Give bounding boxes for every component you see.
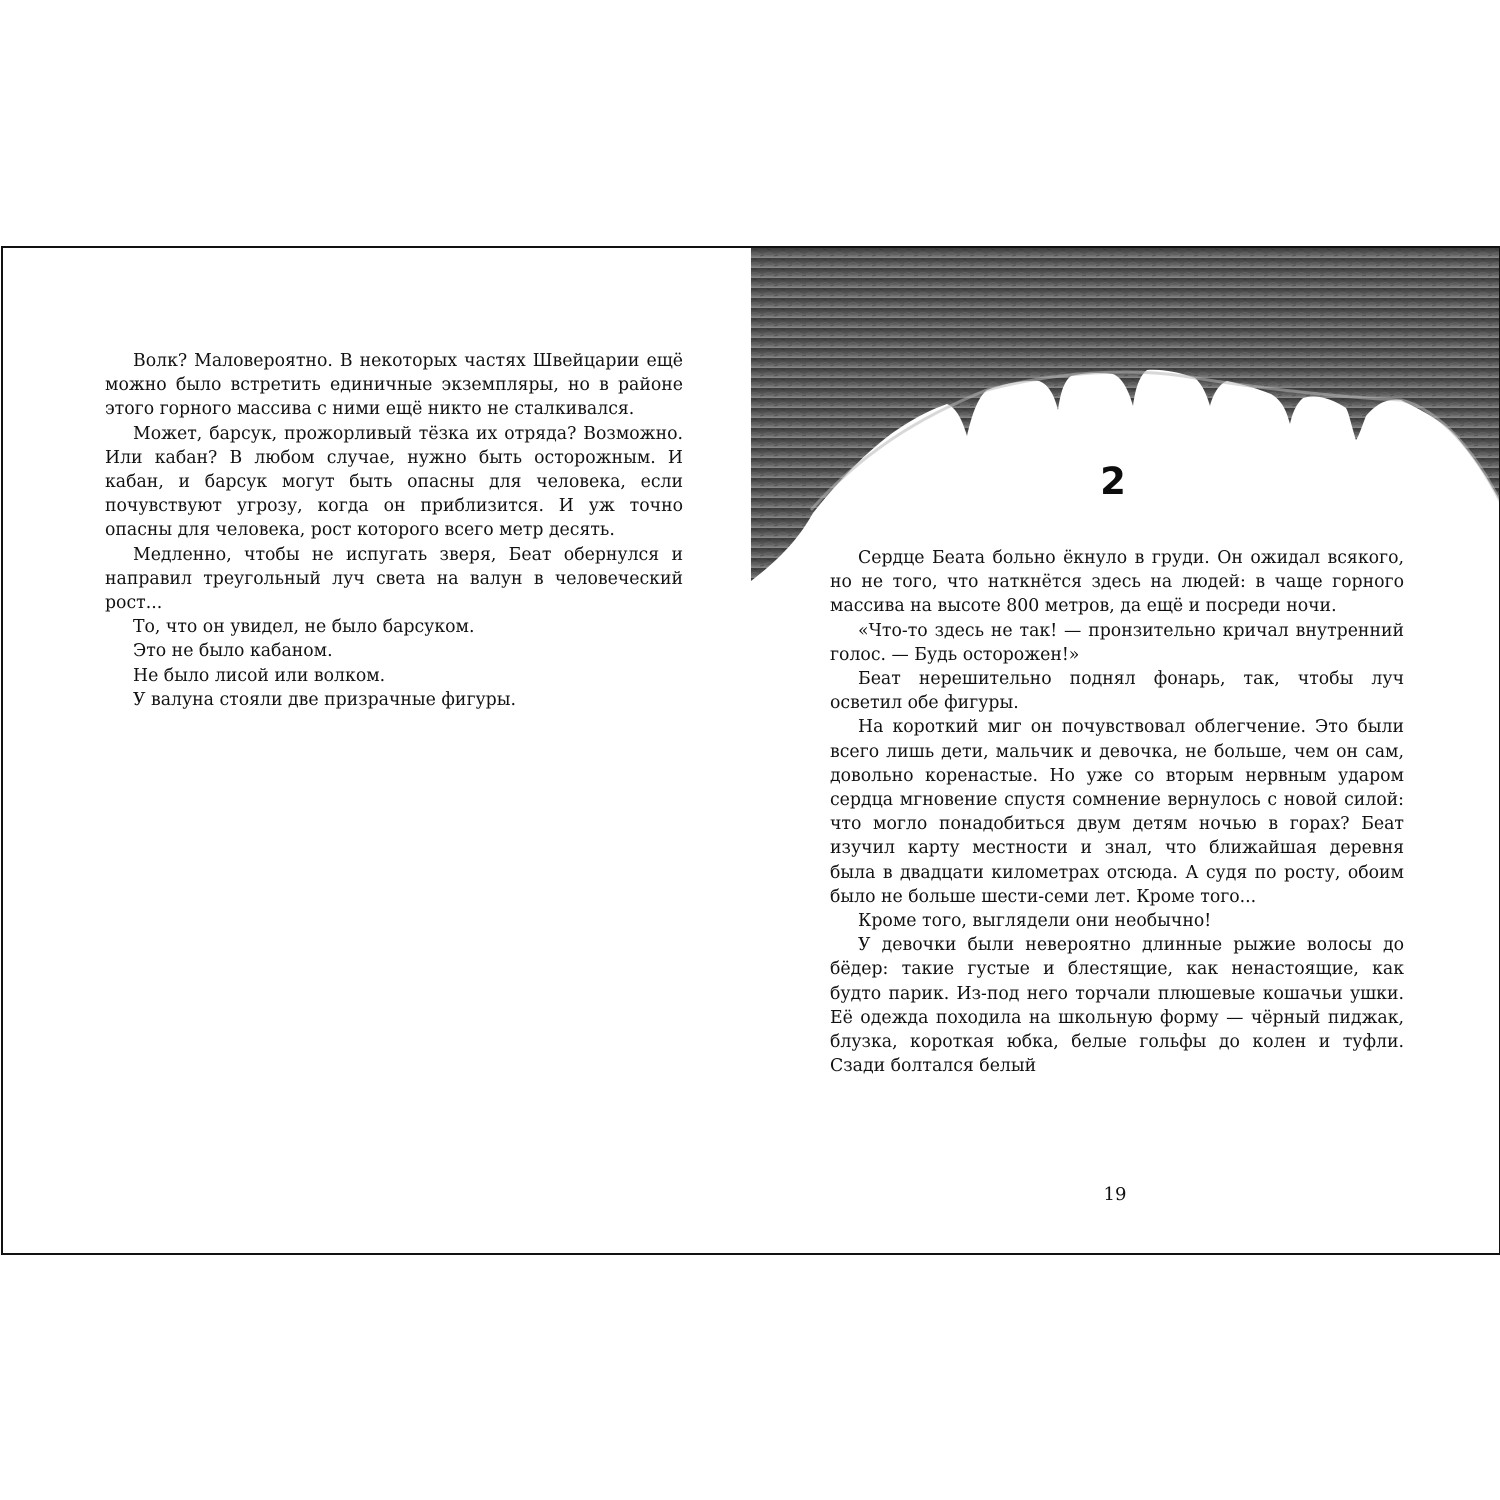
cave-ceiling-illustration xyxy=(751,248,1500,588)
paragraph: У девочки были невероятно длинные рыжие волосы до бёдер: такие густые и блестящие, как ненастоящие, как будто парик. Из-под него торчали плюшевые кошачьи ушки. Её одежда походила на школьную форму — чёрный пиджак, блузка, короткая юбка, белые гольфы до колен и туфли. Сзади болтался белый xyxy=(830,935,1404,1077)
book-spread xyxy=(1,246,1500,1255)
paragraph: Сердце Беата больно ёкнуло в груди. Он ожидал всякого, но не того, что наткнётся здесь на людей: в чаще горного массива на высоте 800 метров, да ещё и посреди ночи. xyxy=(830,548,1404,617)
paragraph: Медленно, чтобы не испугать зверя, Беат обернулся и направил треугольный луч света на валун в человеческий рост... xyxy=(105,544,683,614)
paragraph: Не было лисой или волком. xyxy=(133,665,386,686)
left-page-text xyxy=(105,349,683,712)
paragraph: На короткий миг он почувствовал облегчение. Это были всего лишь дети, мальчик и девочка, не больше, чем он сам, довольно коренастые. Но уже со вторым нервным ударом сердца мгновение спустя сомнение вернулось с новой силой: что могло понадобиться двум детям ночью в горах? Беат изучил карту местности и знал, что ближайшая деревня была в двадцати километрах отсюда. А судя по росту, обоим было не больше шести-семи лет. Кроме того... xyxy=(830,717,1404,907)
paragraph: Может, барсук, прожорливый тёзка их отряда? Возможно. Или кабан? В любом случае, нужно быть осторожным. И кабан, и барсук могут быть опасны для человека, если почувствуют угрозу, когда он приблизится. И уж точно опасны для человека, рост которого всего метр десять. xyxy=(105,423,683,541)
paragraph: Волк? Маловероятно. В некоторых частях Швейцарии ещё можно было встретить единичные экземпляры, но в районе этого горного массива с ними ещё никто не сталкивался. xyxy=(105,351,683,420)
page-number: 19 xyxy=(1103,1184,1127,1205)
paragraph: Это не было кабаном. xyxy=(133,641,333,662)
paragraph: «Что-то здесь не так! — пронзительно кричал внутренний голос. — Будь осторожен!» xyxy=(830,620,1404,665)
paragraph: То, что он увидел, не было барсуком. xyxy=(133,617,475,638)
right-page-text xyxy=(830,546,1404,1078)
chapter-number: 2 xyxy=(1100,460,1126,503)
paragraph: Беат нерешительно поднял фонарь, так, чтобы луч осветил обе фигуры. xyxy=(830,669,1404,714)
paragraph: Кроме того, выглядели они необычно! xyxy=(858,911,1212,932)
paragraph: У валуна стояли две призрачные фигуры. xyxy=(133,689,516,710)
